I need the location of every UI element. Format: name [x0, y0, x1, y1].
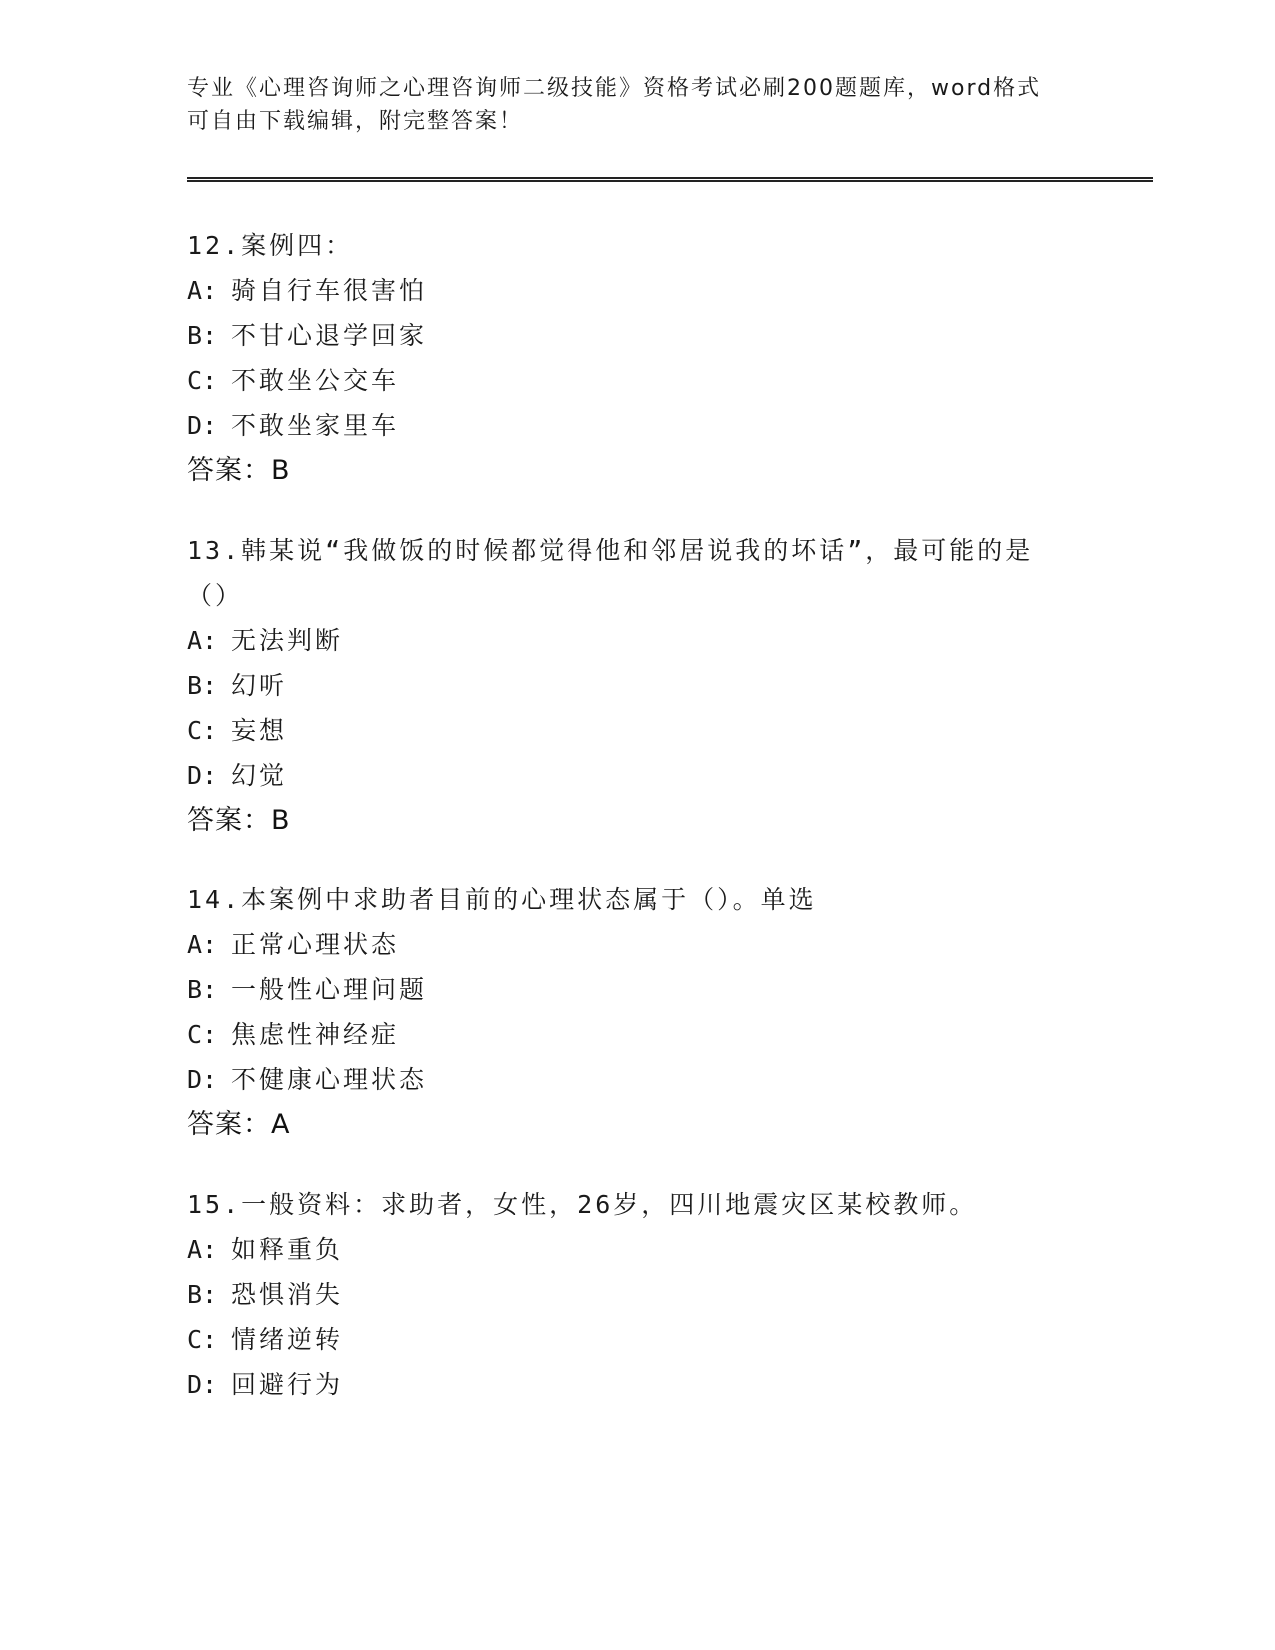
question-12: [187, 223, 1087, 493]
option-c: [187, 1317, 1087, 1362]
answer: 答案：B: [187, 455, 291, 486]
question-13: [187, 528, 1087, 843]
option-label: D:: [187, 411, 218, 440]
option-label: D:: [187, 1065, 218, 1094]
question-stem: 14.本案例中求助者目前的心理状态属于（）。单选: [187, 885, 817, 914]
option-label: C:: [187, 1020, 218, 1049]
question-stem-continued: （）: [187, 581, 244, 610]
option-text: 不健康心理状态: [231, 1065, 428, 1094]
option-text: 妄想: [231, 716, 288, 745]
option-d: [187, 403, 1087, 448]
option-d: [187, 1057, 1087, 1102]
option-text: 回避行为: [231, 1370, 344, 1399]
option-text: 无法判断: [231, 626, 344, 655]
document-header: [187, 72, 1067, 138]
option-text: 不甘心退学回家: [231, 321, 428, 350]
option-text: 一般性心理问题: [231, 975, 428, 1004]
option-label: A:: [187, 1235, 218, 1264]
option-text: 幻听: [231, 671, 288, 700]
option-text: 不敢坐家里车: [231, 411, 400, 440]
option-label: D:: [187, 761, 218, 790]
option-text: 焦虑性神经症: [231, 1020, 400, 1049]
option-label: D:: [187, 1370, 218, 1399]
option-label: C:: [187, 366, 218, 395]
answer: 答案：A: [187, 1109, 291, 1140]
option-b: [187, 313, 1087, 358]
option-text: 情绪逆转: [231, 1325, 344, 1354]
option-a: [187, 1227, 1087, 1272]
option-text: 如释重负: [231, 1235, 344, 1264]
option-text: 恐惧消失: [231, 1280, 344, 1309]
option-text: 幻觉: [231, 761, 288, 790]
question-stem: 12.案例四：: [187, 231, 354, 260]
answer: 答案：B: [187, 805, 291, 836]
option-b: [187, 967, 1087, 1012]
question-stem: 13.韩某说“我做饭的时候都觉得他和邻居说我的坏话”，最可能的是: [187, 536, 1034, 565]
option-label: C:: [187, 1325, 218, 1354]
option-d: [187, 1362, 1087, 1407]
option-b: [187, 1272, 1087, 1317]
question-14: [187, 877, 1087, 1147]
option-text: 不敢坐公交车: [231, 366, 400, 395]
option-label: A:: [187, 276, 218, 305]
option-label: A:: [187, 930, 218, 959]
header-divider: [187, 177, 1153, 182]
option-a: [187, 268, 1087, 313]
option-label: B:: [187, 671, 218, 700]
question-15: [187, 1182, 1087, 1407]
header-line-2: 可自由下载编辑，附完整答案！: [187, 109, 524, 134]
option-d: [187, 753, 1087, 798]
option-label: B:: [187, 1280, 218, 1309]
option-text: 骑自行车很害怕: [231, 276, 428, 305]
option-label: B:: [187, 321, 218, 350]
question-stem: 15.一般资料：求助者，女性，26岁，四川地震灾区某校教师。: [187, 1190, 978, 1219]
option-a: [187, 922, 1087, 967]
option-c: [187, 1012, 1087, 1057]
option-label: C:: [187, 716, 218, 745]
option-c: [187, 708, 1087, 753]
option-label: A:: [187, 626, 218, 655]
option-b: [187, 663, 1087, 708]
header-line-1: 专业《心理咨询师之心理咨询师二级技能》资格考试必刷200题题库，word格式: [187, 76, 1042, 101]
option-c: [187, 358, 1087, 403]
option-a: [187, 618, 1087, 663]
option-text: 正常心理状态: [231, 930, 400, 959]
option-label: B:: [187, 975, 218, 1004]
